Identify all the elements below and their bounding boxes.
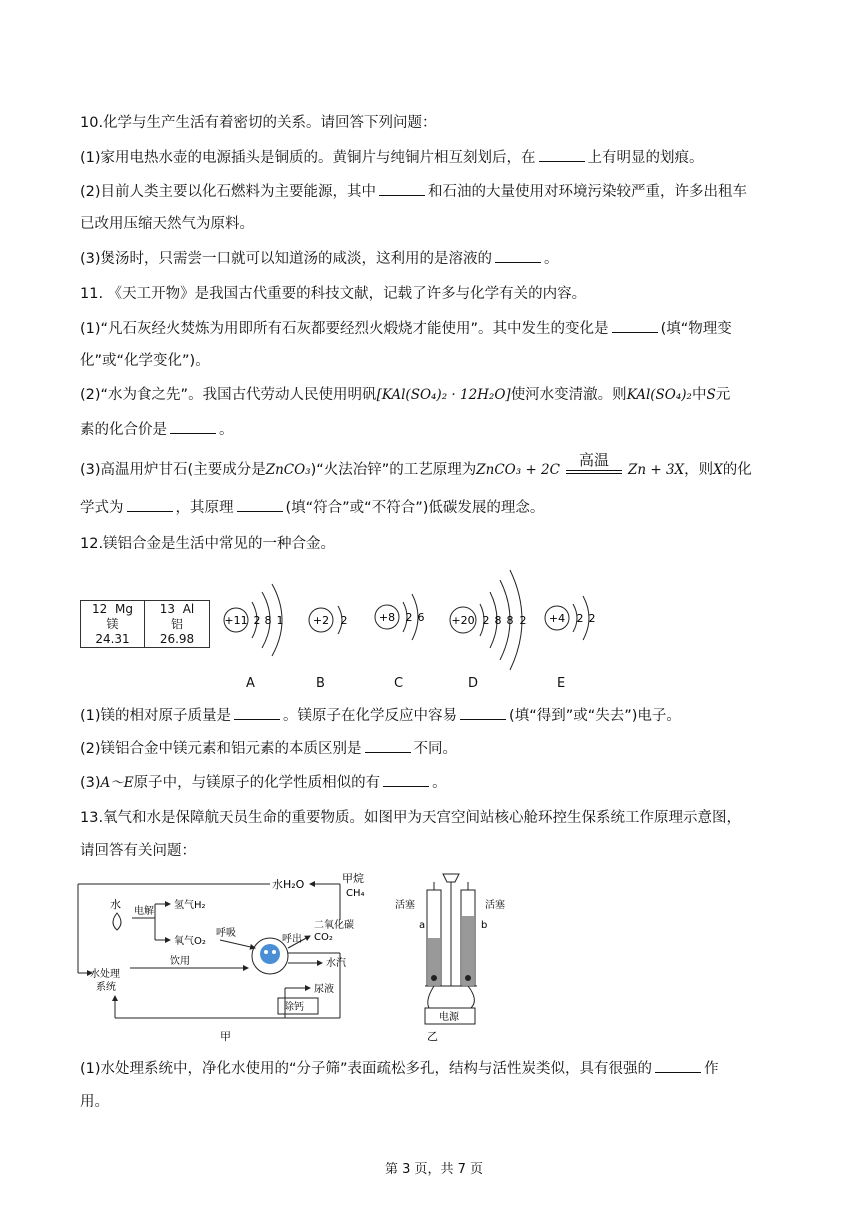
answer-blank[interactable] [383, 772, 429, 787]
svg-text:+11: +11 [224, 614, 248, 627]
svg-text:CH₄: CH₄ [346, 888, 365, 899]
q11-part3-cont: 学式为 ，其原理 (填“符合”或“不符合”)低碳发展的理念。 [80, 497, 544, 518]
svg-text:活塞: 活塞 [485, 900, 505, 911]
atom-d [450, 570, 527, 670]
atom-b [309, 606, 348, 634]
svg-text:尿液: 尿液 [314, 984, 334, 995]
element-cell-mg: 12 Mg 镁 24.31 [81, 601, 145, 647]
svg-text:6: 6 [417, 611, 425, 624]
q11-part2-cont: 素的化合价是 。 [80, 419, 234, 440]
svg-text:2: 2 [253, 614, 261, 627]
atom-e [545, 596, 596, 640]
svg-text:+2: +2 [312, 614, 330, 627]
svg-text:水: 水 [110, 898, 121, 911]
atom-label-d: D [468, 676, 479, 691]
atom-a [224, 584, 284, 656]
answer-blank[interactable] [365, 738, 411, 753]
q10-stem: 10.化学与生产生活有着密切的关系。请回答下列问题： [80, 115, 437, 131]
svg-text:甲: 甲 [220, 1030, 231, 1043]
answer-blank[interactable] [539, 147, 585, 162]
answer-blank[interactable] [237, 497, 283, 512]
svg-text:2: 2 [576, 612, 584, 625]
svg-text:活塞: 活塞 [395, 900, 415, 911]
svg-text:氧气O₂: 氧气O₂ [174, 936, 206, 947]
svg-text:2: 2 [340, 614, 348, 627]
svg-text:水汽: 水汽 [326, 958, 346, 969]
q12-stem: 12.镁铝合金是生活中常见的一种合金。 [80, 536, 336, 552]
atom-label-c: C [394, 676, 404, 691]
svg-text:除钙: 除钙 [284, 1002, 304, 1013]
svg-text:电源: 电源 [439, 1012, 459, 1023]
equation-right: Zn + 3X [627, 462, 685, 478]
svg-text:2: 2 [588, 612, 596, 625]
q10-part2: (2)目前人类主要以化石燃料为主要能源，其中 和石油的大量使用对环境污染较严重，许多出租车 [80, 181, 747, 202]
atom-structure-diagrams [0, 560, 868, 690]
svg-text:1: 1 [276, 614, 284, 627]
q10-part1: (1)家用电热水壶的电源插头是铜质的。黄铜片与纯铜片相互刻划后，在 上有明显的划痕。 [80, 147, 704, 168]
svg-text:呼吸: 呼吸 [216, 928, 236, 939]
q10-part3: (3)煲汤时，只需尝一口就可以知道汤的咸淡，这利用的是溶液的 。 [80, 248, 559, 269]
svg-text:2: 2 [519, 614, 527, 627]
alum-formula: [KAl(SO₄)₂ · 12H₂O] [376, 387, 511, 403]
element-cell-al: 13 Al 铝 26.98 [159, 602, 195, 646]
q12-part1: (1)镁的相对原子质量是 。镁原子在化学反应中容易 (填“得到”或“失去”)电子。 [80, 705, 681, 726]
svg-text:饮用: 饮用 [170, 956, 190, 967]
svg-text:电解: 电解 [134, 906, 154, 917]
svg-text:水H₂O: 水H₂O [272, 878, 305, 891]
answer-blank[interactable] [655, 1058, 701, 1073]
svg-text:甲烷: 甲烷 [342, 872, 364, 885]
answer-blank[interactable] [170, 419, 216, 434]
q12-part3: (3)A～E原子中，与镁原子的化学性质相似的有 。 [80, 772, 447, 793]
svg-text:2: 2 [482, 614, 490, 627]
svg-text:a: a [419, 920, 426, 931]
svg-text:8: 8 [506, 614, 514, 627]
svg-text:8: 8 [494, 614, 502, 627]
answer-blank[interactable] [495, 248, 541, 263]
svg-text:+8: +8 [378, 611, 396, 624]
formula: KAl(SO₄)₂ [626, 387, 692, 403]
life-support-diagram [70, 868, 380, 1048]
svg-text:+20: +20 [451, 614, 475, 627]
answer-blank[interactable] [127, 497, 173, 512]
q11-part3: (3)高温用炉甘石(主要成分是ZnCO₃)“火法冶锌”的工艺原理为ZnCO₃ + 2C 高温 Zn + 3X，则X的化 [80, 451, 752, 478]
svg-text:8: 8 [264, 614, 272, 627]
atom-label-a: A [246, 676, 255, 691]
svg-text:二氧化碳: 二氧化碳 [314, 920, 354, 931]
q11-part2: (2)“水为食之先”。我国古代劳动人民使用明矾[KAl(SO₄)₂ · 12H₂O]使河水变清澈。则KAl(SO₄)₂中S元 [80, 387, 731, 403]
q12-part2: (2)镁铝合金中镁元素和铝元素的本质区别是 不同。 [80, 738, 457, 759]
q13-stem-cont: 请回答有关问题： [80, 843, 196, 859]
q11-stem: 11. 《天工开物》是我国古代重要的科技文献，记载了许多与化学有关的内容。 [80, 286, 587, 302]
q13-stem: 13.氧气和水是保障航天员生命的重要物质。如图甲为天宫空间站核心舱环控生保系统工作原理示意图， [80, 810, 742, 826]
atom-c [375, 594, 425, 640]
svg-text:CO₂: CO₂ [314, 932, 333, 943]
svg-text:b: b [481, 920, 488, 931]
q13-part1: (1)水处理系统中，净化水使用的“分子筛”表面疏松多孔，结构与活性炭类似，具有很强的 作 [80, 1058, 719, 1079]
reaction-condition: 高温 [566, 466, 622, 474]
atom-label-b: B [316, 676, 325, 691]
svg-text:氢气H₂: 氢气H₂ [174, 900, 206, 911]
answer-blank[interactable] [612, 318, 658, 333]
atom-label-e: E [557, 676, 566, 691]
svg-text:2: 2 [405, 611, 413, 624]
page-footer: 第 3 页，共 7 页 [384, 1162, 484, 1177]
svg-text:水处理: 水处理 [90, 969, 120, 980]
q13-part1-cont: 用。 [80, 1094, 109, 1110]
q11-part1-cont: 化”或“化学变化”)。 [80, 353, 210, 369]
svg-text:呼出: 呼出 [282, 934, 302, 945]
svg-text:+4: +4 [548, 612, 566, 625]
answer-blank[interactable] [460, 705, 506, 720]
electrolysis-apparatus [395, 868, 515, 1048]
svg-text:乙: 乙 [427, 1030, 438, 1043]
answer-blank[interactable] [234, 705, 280, 720]
equation-left: ZnCO₃ + 2C [476, 462, 560, 478]
q10-part2-cont: 已改用压缩天然气为原料。 [80, 216, 254, 232]
q11-part1: (1)“凡石灰经火焚炼为用即所有石灰都要经烈火煅烧才能使用”。其中发生的变化是 (填“物理变 [80, 318, 732, 339]
answer-blank[interactable] [379, 181, 425, 196]
svg-text:系统: 系统 [96, 982, 116, 993]
